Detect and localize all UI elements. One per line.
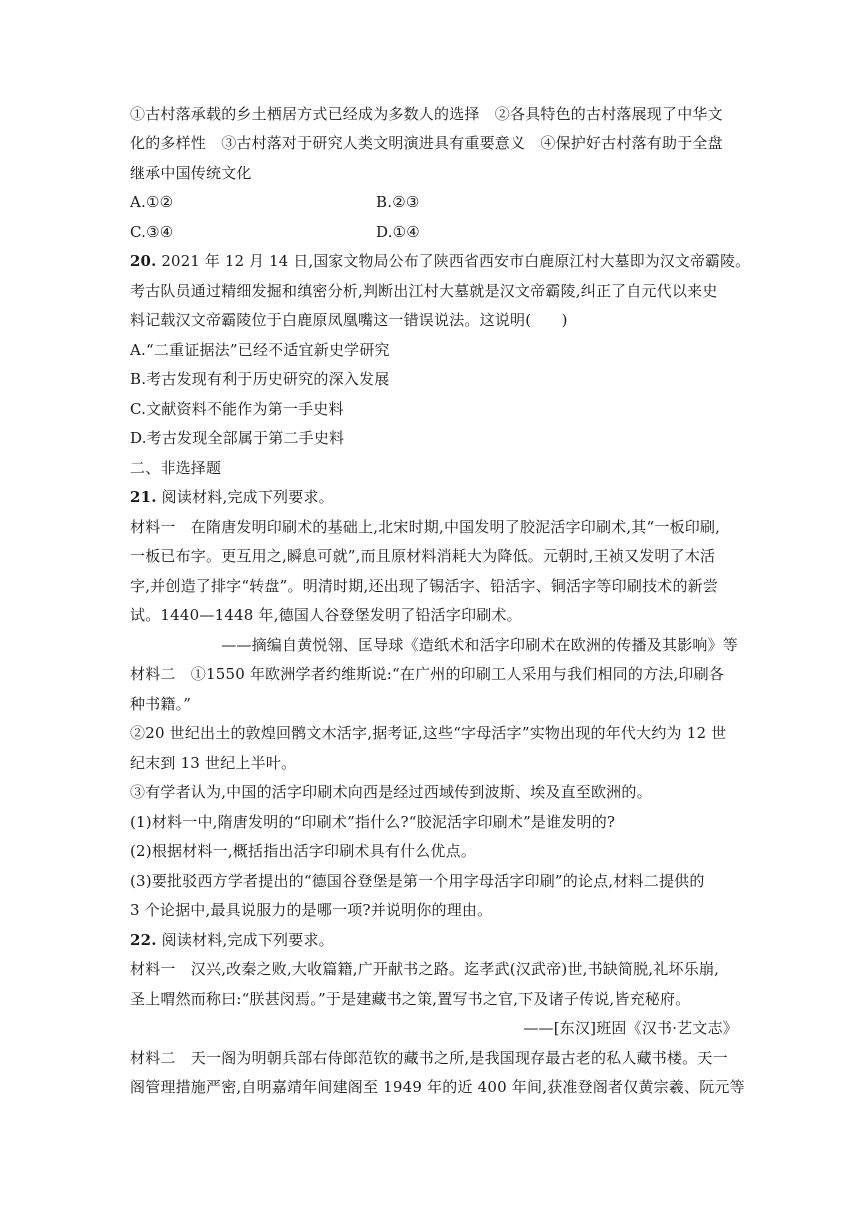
q19-statements-line-1: ①古村落承载的乡土栖居方式已经成为多数人的选择 ②各具特色的古村落展现了中华文	[130, 105, 723, 123]
q21-material-1-line-2: 一板已布字。更互用之,瞬息可就”,而且原材料消耗大为降低。元朝时,王祯又发明了木活	[130, 547, 716, 565]
q21-sub-question-3-line-2: 3 个论据中,最具说服力的是哪一项?并说明你的理由。	[130, 901, 493, 919]
q19-options-row-1	[130, 192, 430, 212]
q22-number: 22.	[130, 931, 157, 949]
q21-material-2-line-2: 种书籍。”	[130, 695, 192, 713]
q19-option-a: A.①②	[130, 193, 174, 211]
q21-stem	[130, 487, 334, 507]
q22-stem	[130, 930, 334, 950]
q22-material-2-line-2: 阁管理措施严密,自明嘉靖年间建阁至 1949 年的近 400 年间,获准登阁者仅黄宗羲、阮元等	[130, 1078, 745, 1096]
q21-material-2-line-3: ②20 世纪出土的敦煌回鹘文木活字,据考证,这些“字母活字”实物出现的年代大约为 12 世	[130, 724, 727, 742]
q21-material-2-line-1: 材料二 ①1550 年欧洲学者约维斯说:“在广州的印刷工人采用与我们相同的方法,印刷各	[130, 665, 725, 683]
q19-statements-line-3: 继承中国传统文化	[130, 164, 252, 182]
q22-material-2-line-1: 材料二 天一阁为明朝兵部右侍郎范钦的藏书之所,是我国现存最古老的私人藏书楼。天一	[130, 1049, 728, 1067]
q20-option-c: C.文献资料不能作为第一手史料	[130, 400, 344, 418]
q19-option-c: C.③④	[130, 223, 174, 241]
q20-option-d: D.考古发现全部属于第二手史料	[130, 429, 345, 447]
q22-material-1-line-2: 圣上喟然而称曰:“朕甚闵焉。”于是建藏书之策,置写书之官,下及诸子传说,皆充秘府。	[130, 990, 691, 1008]
q19-option-b: B.②③	[376, 193, 420, 211]
q21-number: 21.	[130, 488, 157, 506]
q21-sub-question-1: (1)材料一中,隋唐发明的“印刷术”指什么?“胶泥活字印刷术”是谁发明的?	[130, 813, 616, 831]
q21-sub-question-2: (2)根据材料一,概括指出活字印刷术具有什么优点。	[130, 842, 477, 860]
q20-stem-line-3: 料记载汉文帝霸陵位于白鹿原凤凰嘴这一错误说法。这说明( )	[130, 311, 568, 329]
section-heading: 二、非选择题	[130, 459, 222, 477]
q20-stem-text: 2021 年 12 月 14 日,国家文物局公布了陕西省西安市白鹿原江村大墓即为汉文帝霸陵。	[156, 252, 751, 270]
q21-material-1-line-4: 试。1440—1448 年,德国人谷登堡发明了铅活字印刷术。	[130, 606, 522, 624]
q20-stem-line-1	[130, 251, 750, 271]
q21-material-1-source: ——摘编自黄悦翎、匡导球《造纸术和活字印刷术在欧洲的传播及其影响》等	[221, 636, 738, 654]
q21-sub-question-3-line-1: (3)要批驳西方学者提出的“德国谷登堡是第一个用字母活字印刷”的论点,材料二提供的	[130, 872, 705, 890]
q20-option-b: B.考古发现有利于历史研究的深入发展	[130, 370, 390, 388]
q21-material-2-line-5: ③有学者认为,中国的活字印刷术向西是经过西域传到波斯、埃及直至欧洲的。	[130, 783, 652, 801]
q21-material-2-line-4: 纪末到 13 世纪上半叶。	[130, 754, 297, 772]
q22-material-1-line-1: 材料一 汉兴,改秦之败,大收篇籍,广开献书之路。迄孝武(汉武帝)世,书缺简脱,礼坏乐崩,	[130, 960, 720, 978]
q21-material-1-line-3: 字,并创造了排字“转盘”。明清时期,还出现了锡活字、铅活字、铜活字等印刷技术的新尝	[130, 577, 719, 595]
q19-options-row-2	[130, 222, 430, 242]
q21-stem-text: 阅读材料,完成下列要求。	[156, 488, 334, 506]
q21-material-1-line-1: 材料一 在隋唐发明印刷术的基础上,北宋时期,中国发明了胶泥活字印刷术,其“一板印刷,	[130, 518, 721, 536]
q20-stem-line-2: 考古队员通过精细发掘和缜密分析,判断出江村大墓就是汉文帝霸陵,纠正了自元代以来史	[130, 282, 718, 300]
q20-option-a: A.“二重证据法”已经不适宜新史学研究	[130, 341, 390, 359]
q19-statements-line-2: 化的多样性 ③古村落对于研究人类文明演进具有重要意义 ④保护好古村落有助于全盘	[130, 134, 723, 152]
q22-material-1-source: ——[东汉]班固《汉书·艺文志》	[523, 1019, 738, 1037]
q19-option-d: D.①④	[376, 223, 420, 241]
q20-number: 20.	[130, 252, 157, 270]
q22-stem-text: 阅读材料,完成下列要求。	[156, 931, 334, 949]
